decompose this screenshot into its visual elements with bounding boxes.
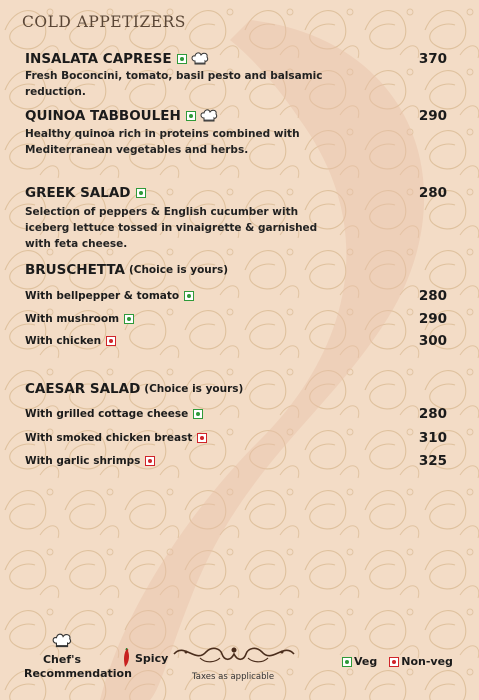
item-description: Healthy quinoa rich in proteins combined with Mediterranean vegetables and herbs. [25, 128, 300, 156]
veg-mark-icon [136, 188, 146, 198]
option-price: 325 [418, 453, 447, 469]
item-price: 370 [418, 51, 447, 67]
option-label: With bellpepper & tomato [25, 290, 180, 302]
taxes-note: Taxes as applicable [192, 672, 275, 682]
veg-mark-icon [184, 291, 194, 301]
item-name: BRUSCHETTA (Choice is yours) [25, 262, 228, 278]
ornament-icon [170, 640, 298, 668]
legend-veg-nonveg [342, 655, 453, 668]
legend-chef-line1: Chef's [42, 653, 82, 666]
menu-item-insalata-caprese [25, 51, 447, 67]
option-row [25, 333, 447, 349]
non-veg-mark-icon [106, 336, 116, 346]
veg-mark-icon [186, 111, 196, 121]
veg-mark-icon [124, 314, 134, 324]
legend-chef-recommendation [24, 633, 132, 681]
option-price: 280 [418, 406, 447, 422]
legend-nonveg-label: Non-veg [401, 655, 453, 668]
item-name: INSALATA CAPRESE [25, 51, 209, 67]
item-name: GREEK SALAD [25, 185, 146, 201]
chef-hat-icon [52, 633, 72, 649]
chef-hat-icon [200, 109, 218, 123]
item-description: Selection of peppers & English cucumber with iceberg lettuce tossed in vinaigrette & garnished with feta cheese. [25, 206, 318, 250]
item-description: Fresh Boconcini, tomato, basil pesto and balsamic reduction. [25, 70, 323, 98]
option-label: With garlic shrimps [25, 455, 141, 467]
option-price: 280 [418, 288, 447, 304]
menu-item-greek-salad [25, 185, 447, 201]
option-row [25, 311, 447, 327]
legend-veg-label: Veg [354, 655, 378, 668]
veg-mark-icon [193, 409, 203, 419]
menu-item-quinoa-tabbouleh [25, 108, 447, 124]
item-note: (Choice is yours) [128, 264, 228, 276]
menu-item-bruschetta [25, 262, 447, 278]
veg-mark-icon [342, 657, 352, 667]
item-price: 280 [418, 185, 447, 201]
chef-hat-icon [191, 52, 209, 66]
item-name: CAESAR SALAD (Choice is yours) [25, 381, 244, 397]
item-price: 290 [418, 108, 447, 124]
legend-spicy [121, 648, 168, 668]
option-label: With grilled cottage cheese [25, 408, 189, 420]
option-label: With mushroom [25, 313, 120, 325]
section-title: COLD APPETIZERS [22, 13, 186, 31]
option-row [25, 406, 447, 422]
veg-mark-icon [177, 54, 187, 64]
option-price: 300 [418, 333, 447, 349]
option-price: 290 [418, 311, 447, 327]
legend-chef-line2: Recommendation [24, 667, 132, 680]
option-row [25, 453, 447, 469]
non-veg-mark-icon [197, 433, 207, 443]
legend-spicy-label: Spicy [135, 651, 169, 665]
item-name: QUINOA TABBOULEH [25, 108, 218, 124]
option-row [25, 288, 447, 304]
item-note: (Choice is yours) [144, 383, 244, 395]
chili-icon [121, 648, 131, 668]
menu-item-caesar-salad [25, 381, 447, 397]
option-label: With smoked chicken breast [25, 432, 193, 444]
non-veg-mark-icon [389, 657, 399, 667]
option-price: 310 [418, 430, 447, 446]
non-veg-mark-icon [145, 456, 155, 466]
option-label: With chicken [25, 335, 102, 347]
option-row [25, 430, 447, 446]
